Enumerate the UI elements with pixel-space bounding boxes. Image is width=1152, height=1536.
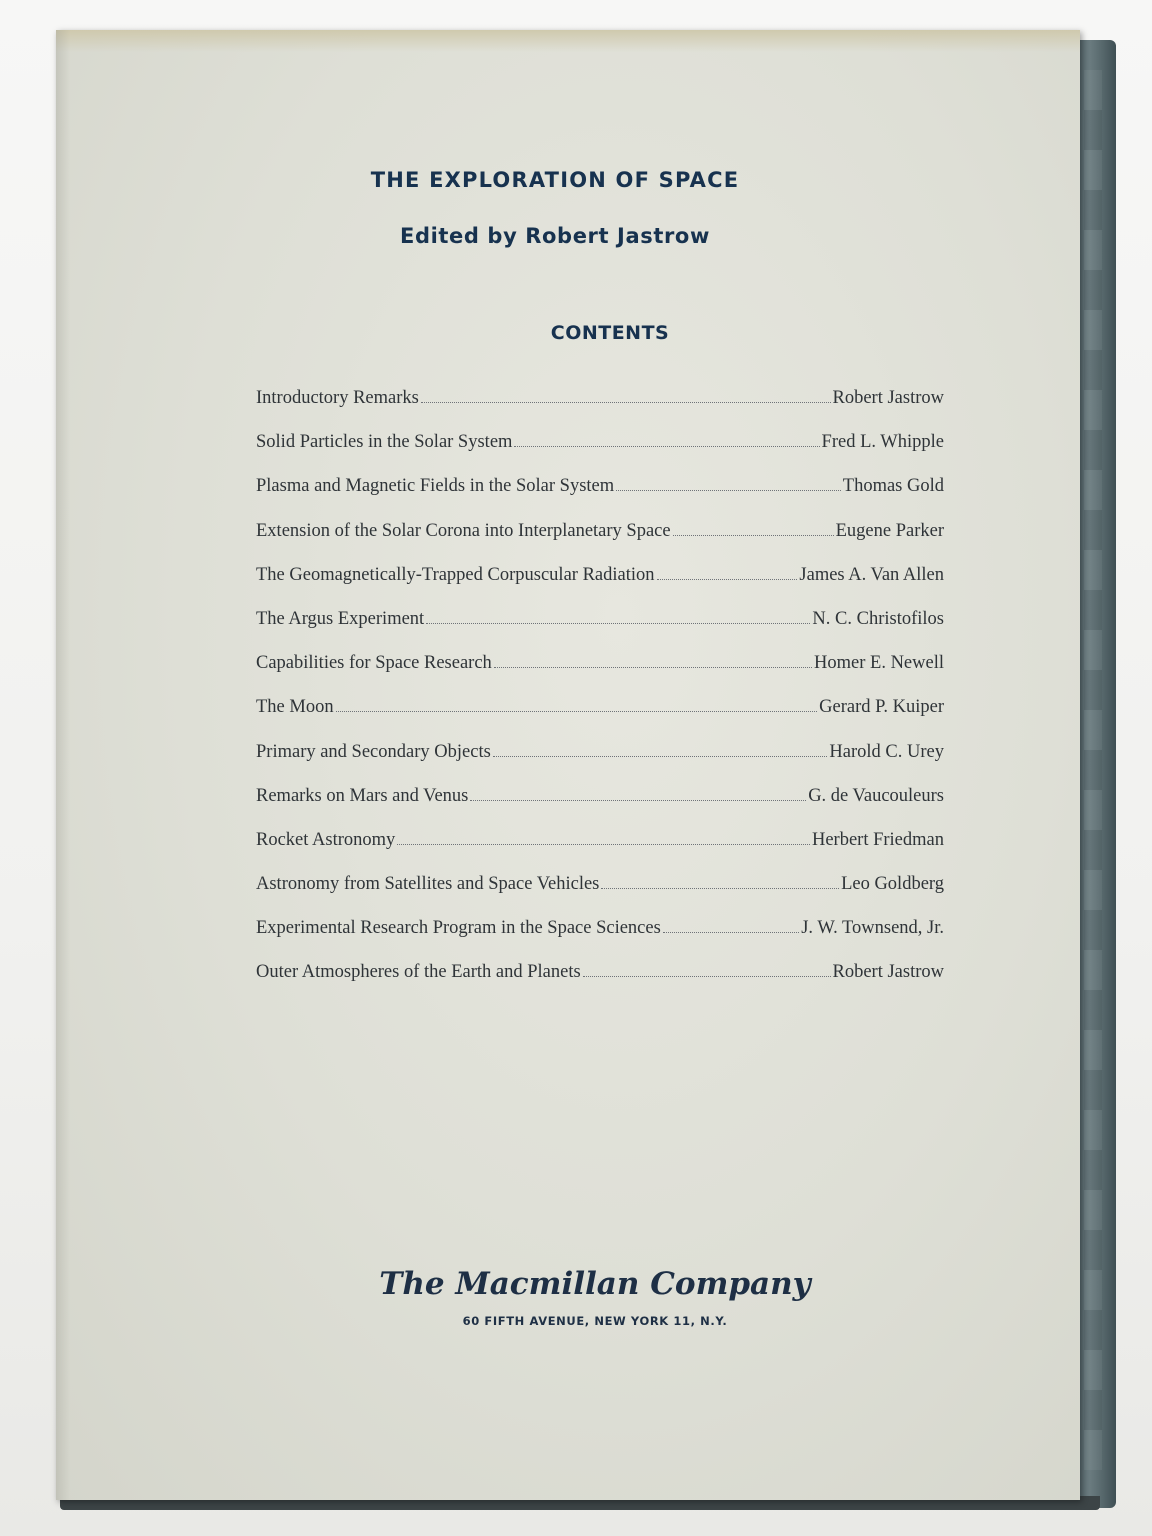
contents-entry — [256, 874, 944, 918]
dot-leader — [616, 490, 841, 491]
contents-entry-author: J. W. Townsend, Jr. — [801, 918, 944, 939]
contents-entry-title: Plasma and Magnetic Fields in the Solar System — [256, 476, 615, 497]
contents-entry — [256, 786, 944, 830]
contents-entry — [256, 521, 944, 565]
contents-entry-title: Primary and Secondary Objects — [256, 741, 491, 762]
dot-leader — [657, 579, 798, 580]
contents-entry-title: Introductory Remarks — [256, 388, 419, 408]
contents-entry-author: Thomas Gold — [842, 476, 944, 497]
dot-leader — [514, 446, 819, 447]
contents-entry-title: Remarks on Mars and Venus — [256, 785, 469, 806]
contents-entry — [256, 918, 944, 962]
contents-entry-author: James A. Van Allen — [799, 564, 944, 585]
contents-entry-title: Solid Particles in the Solar System — [256, 432, 513, 453]
editor-line: Edited by Robert Jastrow — [400, 224, 710, 248]
contents-entry-author: N. C. Christofilos — [812, 608, 944, 629]
book-title: THE EXPLORATION OF SPACE — [370, 168, 740, 192]
dot-leader — [426, 623, 810, 624]
contents-entry — [256, 697, 944, 741]
contents-entry — [256, 742, 944, 786]
dot-leader — [583, 976, 831, 977]
contents-entry-title: The Argus Experiment — [256, 608, 425, 629]
dot-leader — [336, 711, 818, 712]
dot-leader — [494, 667, 812, 668]
contents-entry-author: Homer E. Newell — [814, 653, 944, 674]
dot-leader — [397, 844, 810, 845]
contents-entry — [256, 388, 944, 432]
publisher-address: 60 FIFTH AVENUE, NEW YORK 11, N.Y. — [462, 1314, 728, 1328]
contents-entry-author: Robert Jastrow — [832, 388, 944, 408]
contents-entry-title: Astronomy from Satellites and Space Vehicles — [256, 874, 600, 895]
contents-entry-author: Fred L. Whipple — [821, 432, 944, 453]
dot-leader — [421, 402, 831, 403]
dot-leader — [673, 535, 834, 536]
contents-entry-title: The Geomagnetically-Trapped Corpuscular Radiation — [256, 564, 655, 585]
contents-entry — [256, 476, 944, 520]
contents-entry-author: Gerard P. Kuiper — [819, 697, 944, 718]
contents-entry — [256, 830, 944, 874]
contents-heading: CONTENTS — [550, 322, 670, 344]
dot-leader — [663, 932, 799, 933]
publisher-name: The Macmillan Company — [379, 1266, 811, 1302]
contents-entry-author: G. de Vaucouleurs — [808, 785, 944, 806]
contents-entry-title: Capabilities for Space Research — [256, 653, 492, 674]
dot-leader — [493, 756, 828, 757]
contents-entry-title: Outer Atmospheres of the Earth and Planets — [256, 962, 581, 983]
contents-entry-title: The Moon — [256, 697, 334, 718]
dot-leader — [601, 888, 839, 889]
contents-entry-author: Robert Jastrow — [832, 962, 944, 983]
contents-entry-title: Rocket Astronomy — [256, 829, 396, 850]
contents-entry — [256, 565, 944, 609]
contents-entry — [256, 653, 944, 697]
contents-entry-title: Extension of the Solar Corona into Interplanetary Space — [256, 520, 671, 541]
contents-list — [256, 388, 944, 1007]
contents-entry — [256, 432, 944, 476]
contents-entry — [256, 609, 944, 653]
contents-entry — [256, 962, 944, 1006]
contents-entry-author: Eugene Parker — [835, 520, 944, 541]
contents-entry-author: Harold C. Urey — [829, 741, 944, 762]
contents-entry-author: Leo Goldberg — [841, 874, 944, 895]
dot-leader — [470, 800, 806, 801]
contents-entry-author: Herbert Friedman — [811, 829, 944, 850]
contents-entry-title: Experimental Research Program in the Space Sciences — [256, 918, 661, 939]
